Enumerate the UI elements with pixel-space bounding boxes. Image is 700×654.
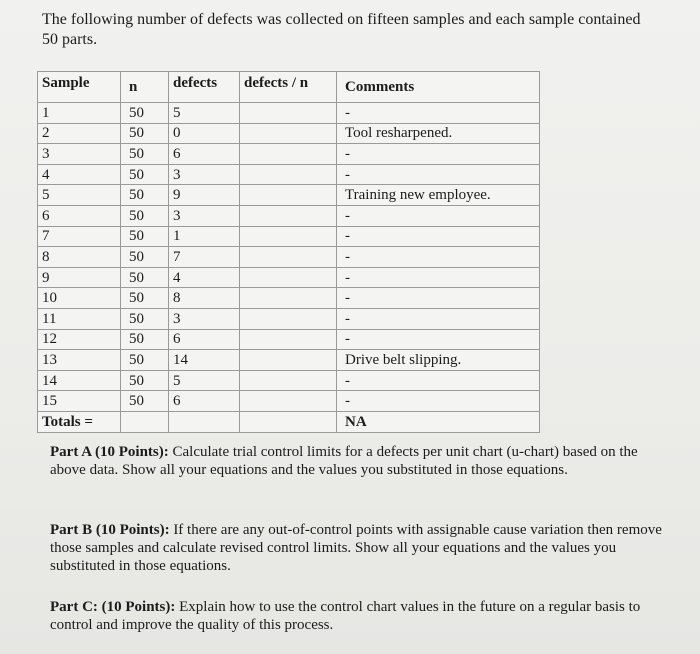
cell-comment: - bbox=[337, 370, 540, 391]
cell-defects: 7 bbox=[169, 247, 240, 268]
cell-defects: 3 bbox=[169, 308, 240, 329]
table-row bbox=[38, 103, 540, 124]
cell-n: 50 bbox=[121, 123, 169, 144]
header-defects: defects bbox=[169, 72, 240, 103]
table-row bbox=[38, 288, 540, 309]
cell-comment: - bbox=[337, 103, 540, 124]
cell-sample: 9 bbox=[38, 267, 121, 288]
cell-defects: 3 bbox=[169, 205, 240, 226]
cell-defects: 14 bbox=[169, 350, 240, 371]
cell-n: 50 bbox=[121, 308, 169, 329]
cell-comment: Tool resharpened. bbox=[337, 123, 540, 144]
cell-comment: - bbox=[337, 391, 540, 412]
table-row bbox=[38, 226, 540, 247]
cell-defects: 8 bbox=[169, 288, 240, 309]
cell-n: 50 bbox=[121, 391, 169, 412]
cell-sample: 15 bbox=[38, 391, 121, 412]
intro-text: The following number of defects was collected on fifteen samples and each sample contained 50 parts. bbox=[42, 11, 641, 48]
part-b-text: If there are any out-of-control points with assignable cause variation then remove those samples and calculate revised control limits. Show all your equations and the values you substituted in those equations. bbox=[50, 522, 662, 574]
header-sample: Sample bbox=[38, 72, 121, 103]
cell-comment: - bbox=[337, 247, 540, 268]
cell-sample: 4 bbox=[38, 164, 121, 185]
totals-row bbox=[38, 411, 540, 432]
cell-defects-per-n bbox=[240, 226, 337, 247]
cell-defects: 6 bbox=[169, 329, 240, 350]
cell-defects-per-n bbox=[240, 185, 337, 206]
cell-defects-per-n bbox=[240, 267, 337, 288]
table-row bbox=[38, 247, 540, 268]
cell-defects: 9 bbox=[169, 185, 240, 206]
cell-sample: 10 bbox=[38, 288, 121, 309]
cell-comment: - bbox=[337, 329, 540, 350]
table-header-row bbox=[38, 72, 540, 103]
cell-defects: 5 bbox=[169, 370, 240, 391]
part-c-label: Part C: (10 Points): bbox=[50, 599, 176, 615]
cell-sample: 1 bbox=[38, 103, 121, 124]
cell-defects-per-n bbox=[240, 144, 337, 165]
cell-sample: 14 bbox=[38, 370, 121, 391]
cell-defects-per-n bbox=[240, 103, 337, 124]
totals-defects bbox=[169, 411, 240, 432]
cell-comment: Drive belt slipping. bbox=[337, 350, 540, 371]
cell-sample: 5 bbox=[38, 185, 121, 206]
totals-n bbox=[121, 411, 169, 432]
table-row bbox=[38, 267, 540, 288]
cell-sample: 12 bbox=[38, 329, 121, 350]
cell-defects-per-n bbox=[240, 247, 337, 268]
cell-sample: 13 bbox=[38, 350, 121, 371]
part-a-label: Part A (10 Points): bbox=[50, 444, 169, 460]
defects-table bbox=[37, 71, 540, 433]
cell-defects: 6 bbox=[169, 144, 240, 165]
cell-comment: - bbox=[337, 144, 540, 165]
cell-n: 50 bbox=[121, 205, 169, 226]
cell-defects-per-n bbox=[240, 205, 337, 226]
cell-n: 50 bbox=[121, 226, 169, 247]
part-b-label: Part B (10 Points): bbox=[50, 522, 170, 538]
cell-defects: 3 bbox=[169, 164, 240, 185]
table-row bbox=[38, 164, 540, 185]
header-comments: Comments bbox=[337, 72, 540, 103]
cell-defects-per-n bbox=[240, 123, 337, 144]
cell-defects-per-n bbox=[240, 164, 337, 185]
cell-n: 50 bbox=[121, 247, 169, 268]
part-a-question bbox=[50, 443, 665, 479]
cell-defects-per-n bbox=[240, 288, 337, 309]
part-b-question bbox=[50, 521, 665, 575]
table-row bbox=[38, 308, 540, 329]
cell-n: 50 bbox=[121, 103, 169, 124]
totals-defects-per-n bbox=[240, 411, 337, 432]
cell-comment: - bbox=[337, 308, 540, 329]
header-defects-per-n: defects / n bbox=[240, 72, 337, 103]
cell-defects-per-n bbox=[240, 329, 337, 350]
cell-comment: - bbox=[337, 288, 540, 309]
table-row bbox=[38, 144, 540, 165]
cell-sample: 6 bbox=[38, 205, 121, 226]
cell-comment: - bbox=[337, 267, 540, 288]
cell-n: 50 bbox=[121, 185, 169, 206]
cell-defects: 4 bbox=[169, 267, 240, 288]
table-row bbox=[38, 391, 540, 412]
cell-n: 50 bbox=[121, 267, 169, 288]
part-c-text: Explain how to use the control chart values in the future on a regular basis to control and improve the quality of this process. bbox=[50, 599, 641, 633]
table-row bbox=[38, 329, 540, 350]
cell-sample: 2 bbox=[38, 123, 121, 144]
table-row bbox=[38, 185, 540, 206]
cell-sample: 8 bbox=[38, 247, 121, 268]
totals-comment: NA bbox=[337, 411, 540, 432]
table-row bbox=[38, 123, 540, 144]
cell-defects-per-n bbox=[240, 308, 337, 329]
cell-defects: 1 bbox=[169, 226, 240, 247]
cell-comment: - bbox=[337, 226, 540, 247]
cell-defects-per-n bbox=[240, 391, 337, 412]
part-a-text: Calculate trial control limits for a defects per unit chart (u-chart) based on the above data. Show all your equations and the values you substituted in those equations. bbox=[50, 444, 638, 478]
part-c-question bbox=[50, 598, 665, 634]
cell-defects: 6 bbox=[169, 391, 240, 412]
cell-sample: 7 bbox=[38, 226, 121, 247]
cell-n: 50 bbox=[121, 288, 169, 309]
cell-n: 50 bbox=[121, 329, 169, 350]
cell-n: 50 bbox=[121, 144, 169, 165]
cell-comment: - bbox=[337, 205, 540, 226]
cell-defects: 0 bbox=[169, 123, 240, 144]
cell-comment: - bbox=[337, 164, 540, 185]
cell-sample: 3 bbox=[38, 144, 121, 165]
cell-n: 50 bbox=[121, 370, 169, 391]
cell-defects-per-n bbox=[240, 350, 337, 371]
cell-defects: 5 bbox=[169, 103, 240, 124]
table-row bbox=[38, 350, 540, 371]
cell-n: 50 bbox=[121, 164, 169, 185]
table-row bbox=[38, 205, 540, 226]
totals-label: Totals = bbox=[38, 411, 121, 432]
cell-defects-per-n bbox=[240, 370, 337, 391]
cell-sample: 11 bbox=[38, 308, 121, 329]
header-n: n bbox=[121, 72, 169, 103]
table-row bbox=[38, 370, 540, 391]
cell-comment: Training new employee. bbox=[337, 185, 540, 206]
cell-n: 50 bbox=[121, 350, 169, 371]
